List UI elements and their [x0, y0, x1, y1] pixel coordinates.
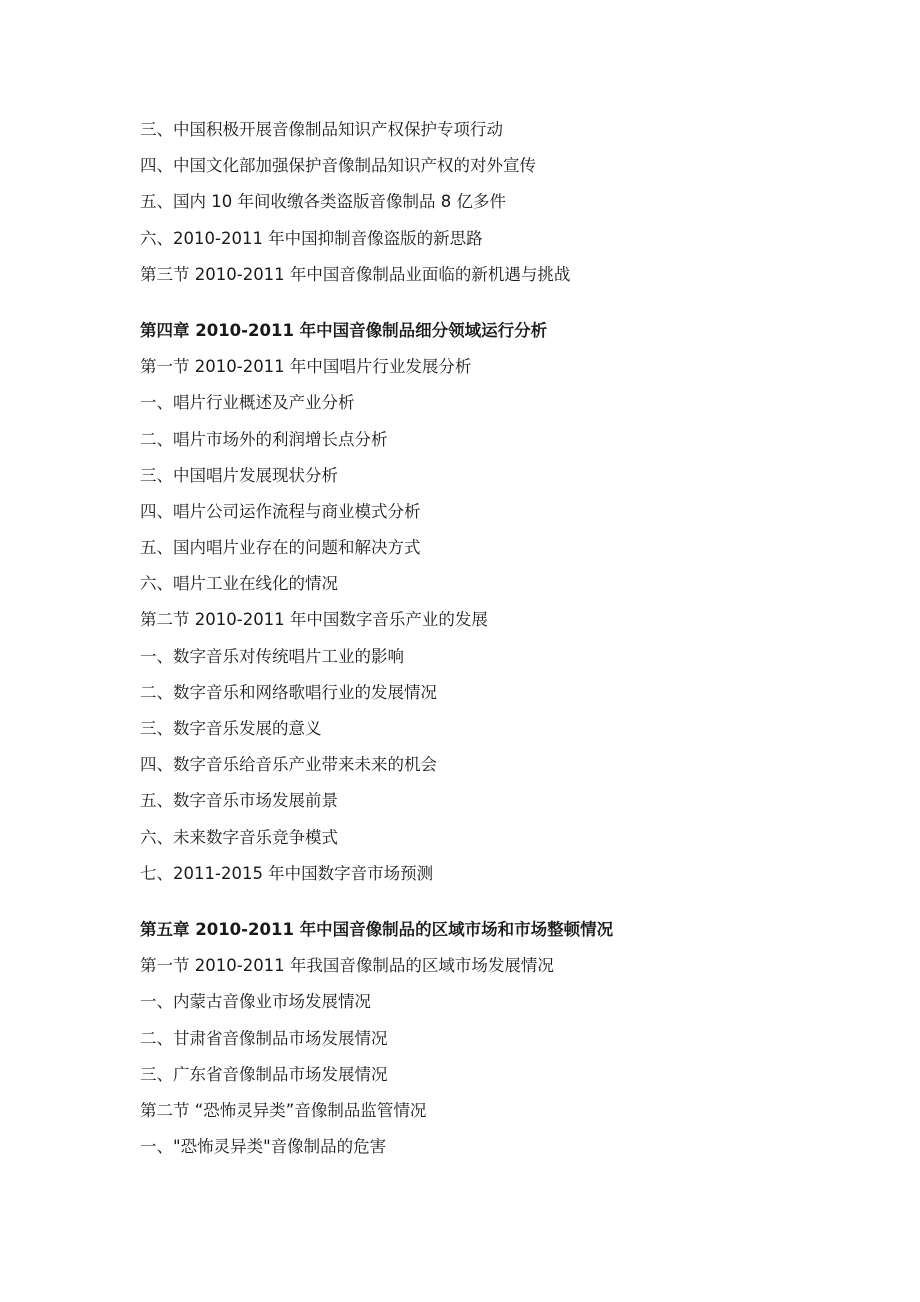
toc-entry: 三、中国唱片发展现状分析	[140, 465, 338, 485]
toc-section: 第二节 “恐怖灵异类”音像制品监管情况	[140, 1100, 427, 1120]
toc-entry: 三、数字音乐发展的意义	[140, 719, 322, 738]
toc-entry: 一、内蒙古音像业市场发展情况	[140, 992, 371, 1012]
table-of-contents	[140, 115, 860, 1168]
toc-entry: 六、未来数字音乐竞争模式	[140, 827, 338, 847]
chapter-heading: 第五章 2010-2011 年中国音像制品的区域市场和市场整顿情况	[140, 919, 614, 939]
toc-entry: 七、2011-2015 年中国数字音市场预测	[140, 863, 434, 883]
toc-entry: 二、甘肃省音像制品市场发展情况	[140, 1028, 388, 1048]
chapter-heading: 第四章 2010-2011 年中国音像制品细分领域运行分析	[140, 320, 548, 340]
toc-entry: 一、数字音乐对传统唱片工业的影响	[140, 646, 404, 666]
toc-entry: 四、数字音乐给音乐产业带来未来的机会	[140, 755, 437, 775]
toc-entry: 二、数字音乐和网络歌唱行业的发展情况	[140, 682, 437, 702]
toc-section: 第三节 2010-2011 年中国音像制品业面临的新机遇与挑战	[140, 264, 571, 284]
toc-section: 第一节 2010-2011 年中国唱片行业发展分析	[140, 357, 472, 377]
toc-entry: 六、2010-2011 年中国抑制音像盗版的新思路	[140, 228, 483, 248]
toc-section: 第二节 2010-2011 年中国数字音乐产业的发展	[140, 610, 488, 630]
toc-entry: 三、广东省音像制品市场发展情况	[140, 1064, 388, 1084]
toc-entry: 四、中国文化部加强保护音像制品知识产权的对外宣传	[140, 156, 536, 176]
toc-entry: 一、"恐怖灵异类"音像制品的危害	[140, 1137, 387, 1157]
toc-entry: 二、唱片市场外的利润增长点分析	[140, 429, 388, 449]
toc-section: 第一节 2010-2011 年我国音像制品的区域市场发展情况	[140, 956, 554, 976]
toc-entry: 四、唱片公司运作流程与商业模式分析	[140, 501, 421, 521]
toc-entry: 六、唱片工业在线化的情况	[140, 574, 338, 594]
toc-entry: 一、唱片行业概述及产业分析	[140, 393, 355, 413]
toc-entry: 五、国内 10 年间收缴各类盗版音像制品 8 亿多件	[140, 192, 506, 212]
toc-entry: 五、国内唱片业存在的问题和解决方式	[140, 538, 421, 558]
toc-entry: 五、数字音乐市场发展前景	[140, 791, 338, 811]
toc-entry: 三、中国积极开展音像制品知识产权保护专项行动	[140, 120, 503, 139]
